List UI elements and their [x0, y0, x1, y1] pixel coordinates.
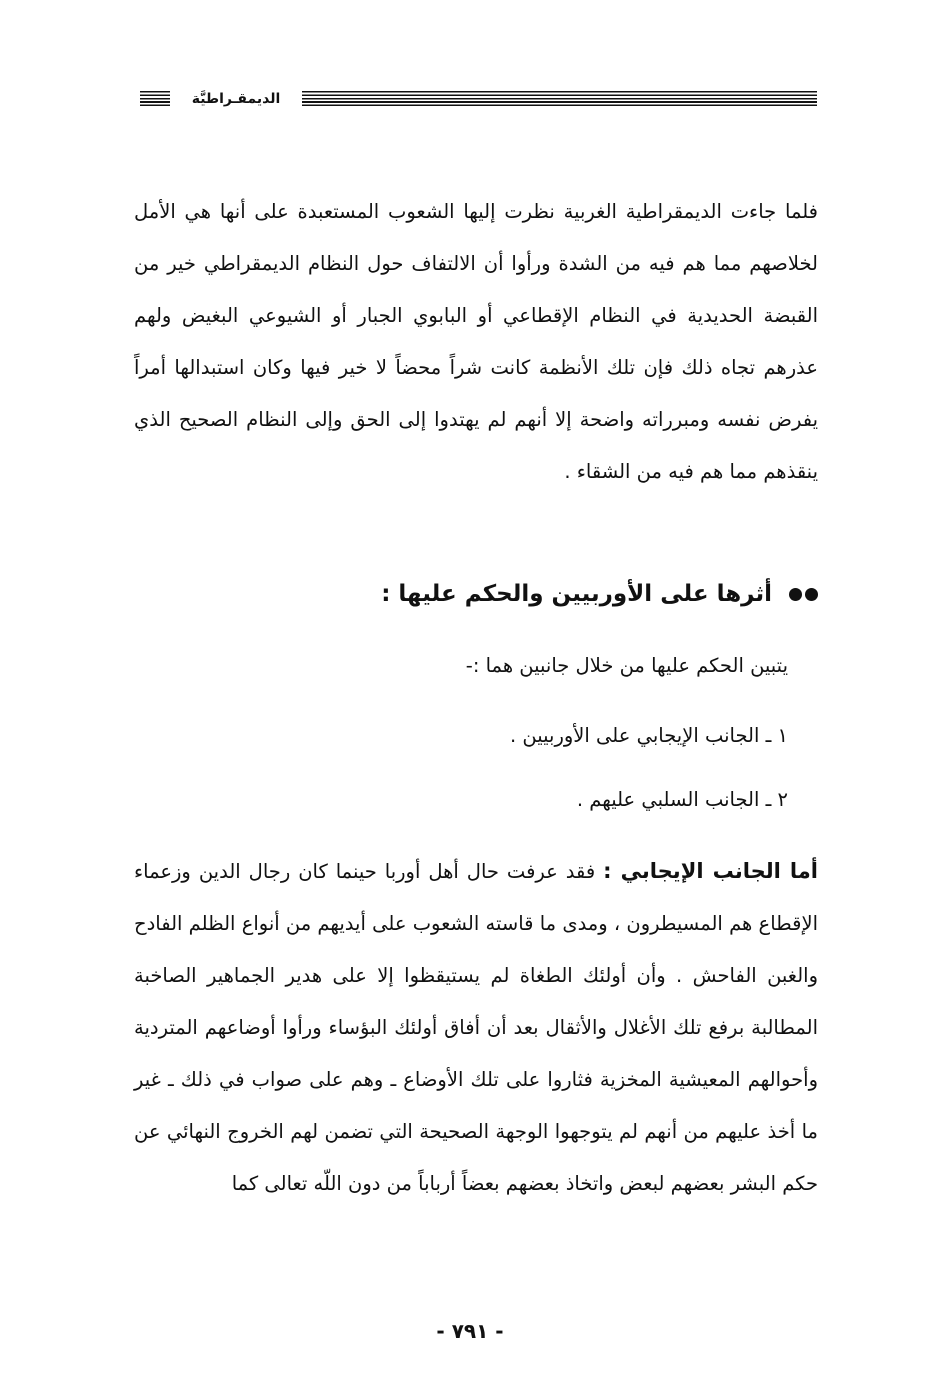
- section-intro: يتبين الحكم عليها من خلال جانبين هما :-: [465, 654, 788, 677]
- paragraph-positive-side: [134, 845, 818, 1210]
- header-rule-left: [140, 91, 170, 107]
- header-title: الديمقـراطيَّة: [191, 91, 281, 107]
- section-heading: [300, 574, 818, 614]
- section-heading-text: أثرها على الأوربيين والحكم عليها :: [381, 581, 772, 607]
- page-number: - ٧٩١ -: [436, 1319, 504, 1343]
- paragraph-lead: أما الجانب الإيجابي :: [603, 859, 819, 883]
- header-rule-right: [302, 91, 817, 107]
- running-header: [140, 84, 817, 114]
- list-item-1: ١ ـ الجانب الإيجابي على الأوربيين .: [510, 724, 788, 747]
- paragraph-intro: فلما جاءت الديمقراطية الغربية نظرت إليها الشعوب المستعبدة على أنها هي الأمل لخلاصهم مما هم فيه من الشدة ورأوا أن الالتفاف حول النظام الديمقراطي خير من القبضة الحديدية في النظام الإقطاعي أو البابوي الجبار أو الشيوعي البغيض ولهم عذرهم تجاه ذلك فإن تلك الأنظمة كانت شراً محضاً لا خير فيها وكان استبدالها أمراً يفرض نفسه ومبرراته واضحة إلا أنهم لم يهتدوا إلى الحق وإلى النظام الصحيح الذي ينقذهم مما هم فيه من الشقاء .: [134, 200, 818, 483]
- bullet-icon: [786, 581, 818, 607]
- list-item-2: ٢ ـ الجانب السلبي عليهم .: [576, 788, 788, 811]
- paragraph-body: فقد عرفت حال أهل أوربا حينما كان رجال الدين وزعماء الإقطاع هم المسيطرون ، ومدى ما قاسته الشعوب على أيديهم من أنواع الظلم الفادح والغبن الفاحش . وأن أولئك الطغاة لم يستيقظوا إلا على هدير الجماهير الصاخبة المطالبة برفع تلك الأغلال والأثقال بعد أن أفاق أولئك البؤساء ورأوا أوضاعهم المتردية وأحوالهم المعيشية المخزية فثاروا على تلك الأوضاع ـ وهم على صواب في ذلك ـ غير ما أخذ عليهم من أنهم لم يتوجهوا الوجهة الصحيحة التي تضمن لهم الخروج النهائي عن حكم البشر بعضهم لبعض واتخاذ بعضهم بعضاً أرباباً من دون اللّه تعالى كما: [134, 860, 818, 1195]
